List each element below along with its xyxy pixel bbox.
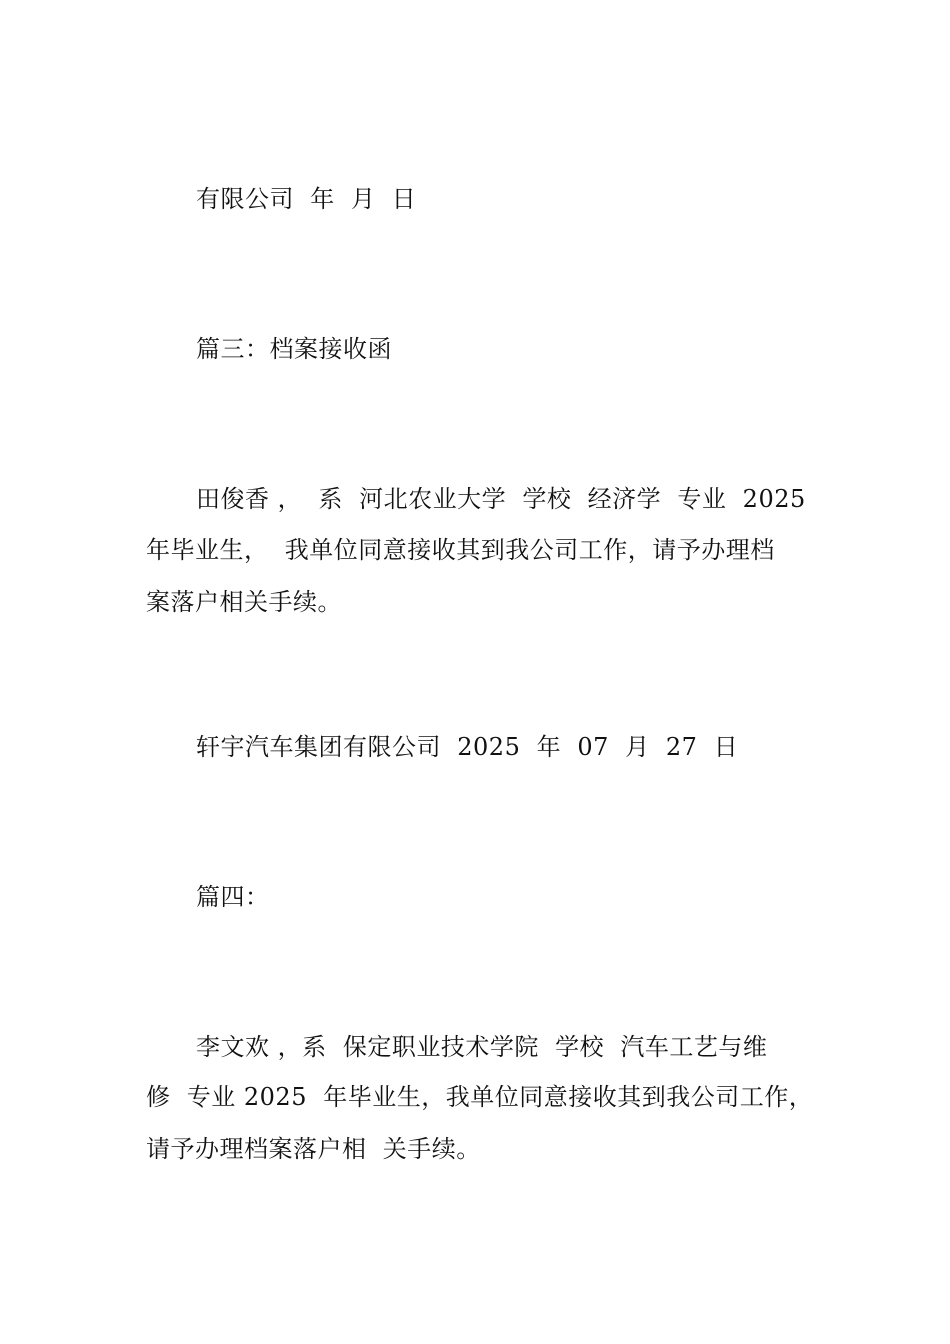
closing-date-line-2: 轩宇汽车集团有限公司 2025 年 07 月 27 日 <box>196 733 739 761</box>
paragraph-2-line-1: 李文欢 ，系 保定职业技术学院 学校 汽车工艺与维 <box>196 1033 768 1061</box>
closing-date-line-1: 有限公司 年 月 日 <box>196 185 417 213</box>
section-heading-3: 篇三：档案接收函 <box>196 335 392 363</box>
paragraph-2-line-2: 修 专业 2025 年毕业生，我单位同意接收其到我公司工作， <box>146 1083 814 1111</box>
paragraph-2-line-3: 请予办理档案落户相 关手续。 <box>146 1135 481 1163</box>
paragraph-1-line-3: 案落户相关手续。 <box>146 588 342 616</box>
paragraph-1-line-1: 田俊香 ， 系 河北农业大学 学校 经济学 专业 2025 <box>196 485 806 513</box>
paragraph-1-line-2: 年毕业生， 我单位同意接收其到我公司工作，请予办理档 <box>146 536 775 564</box>
section-heading-4: 篇四： <box>196 883 270 911</box>
